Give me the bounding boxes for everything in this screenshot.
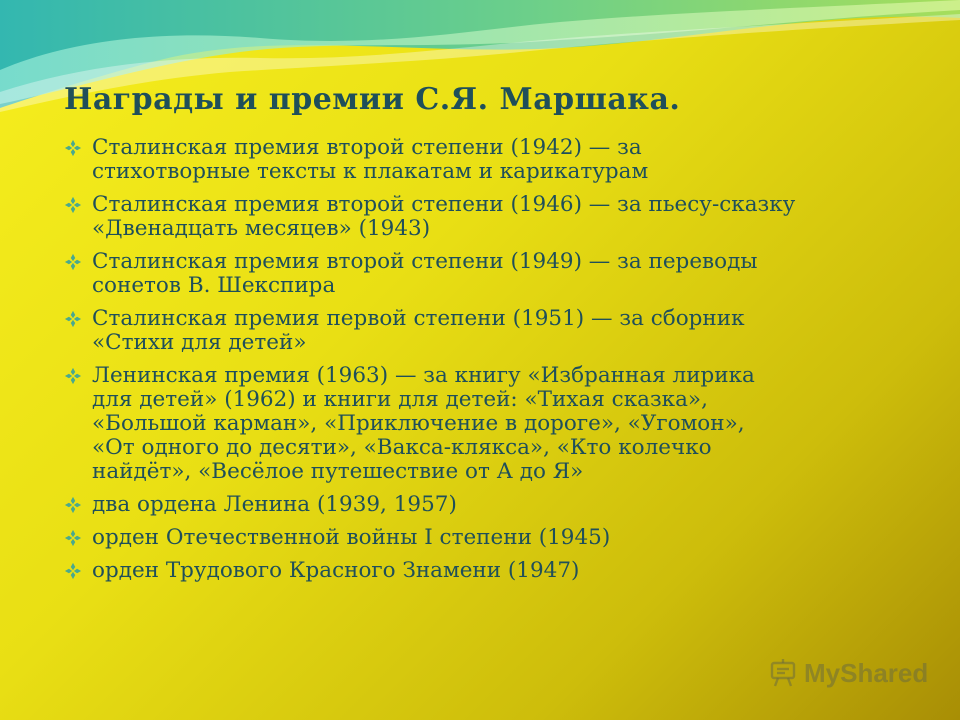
item-line: сонетов В. Шекспира bbox=[92, 273, 336, 298]
awards-list bbox=[64, 136, 904, 592]
item-line: «Стихи для детей» bbox=[92, 330, 307, 355]
item-line: Ленинская премия (1963) — за книгу «Избранная лирика bbox=[92, 363, 755, 388]
item-line: «От одного до десяти», «Вакса-клякса», «Кто колечко bbox=[92, 435, 712, 460]
item-line: орден Отечественной войны I степени (1945) bbox=[92, 525, 611, 550]
diamond-bullet-icon bbox=[64, 367, 82, 385]
diamond-bullet-icon bbox=[64, 562, 82, 580]
diamond-bullet-icon bbox=[64, 529, 82, 547]
item-line: два ордена Ленина (1939, 1957) bbox=[92, 492, 457, 517]
decorative-waves bbox=[0, 0, 960, 140]
watermark-text: MyShared bbox=[804, 657, 929, 688]
diamond-bullet-icon bbox=[64, 139, 82, 157]
presentation-board-icon bbox=[768, 658, 798, 688]
list-item bbox=[64, 250, 904, 298]
diamond-bullet-icon bbox=[64, 310, 82, 328]
item-line: найдёт», «Весёлое путешествие от А до Я» bbox=[92, 459, 584, 484]
item-line: стихотворные тексты к плакатам и карикатурам bbox=[92, 159, 649, 184]
item-line: «Большой карман», «Приключение в дороге», «Угомон», bbox=[92, 411, 745, 436]
watermark-logo bbox=[768, 656, 928, 690]
item-line: Сталинская премия второй степени (1942) — за bbox=[92, 135, 642, 160]
list-item bbox=[64, 193, 904, 241]
list-item bbox=[64, 307, 904, 355]
list-item bbox=[64, 493, 904, 517]
item-line: орден Трудового Красного Знамени (1947) bbox=[92, 558, 580, 583]
item-line: Сталинская премия второй степени (1946) — за пьесу-сказку bbox=[92, 192, 796, 217]
list-item bbox=[64, 364, 904, 484]
item-line: для детей» (1962) и книги для детей: «Тихая сказка», bbox=[92, 387, 708, 412]
list-item bbox=[64, 526, 904, 550]
item-line: «Двенадцать месяцев» (1943) bbox=[92, 216, 431, 241]
diamond-bullet-icon bbox=[64, 496, 82, 514]
slide-title: Награды и премии С.Я. Маршака. bbox=[64, 82, 681, 117]
list-item bbox=[64, 136, 904, 184]
diamond-bullet-icon bbox=[64, 196, 82, 214]
item-line: Сталинская премия первой степени (1951) — за сборник bbox=[92, 306, 745, 331]
item-line: Сталинская премия второй степени (1949) — за переводы bbox=[92, 249, 758, 274]
list-item bbox=[64, 559, 904, 583]
diamond-bullet-icon bbox=[64, 253, 82, 271]
